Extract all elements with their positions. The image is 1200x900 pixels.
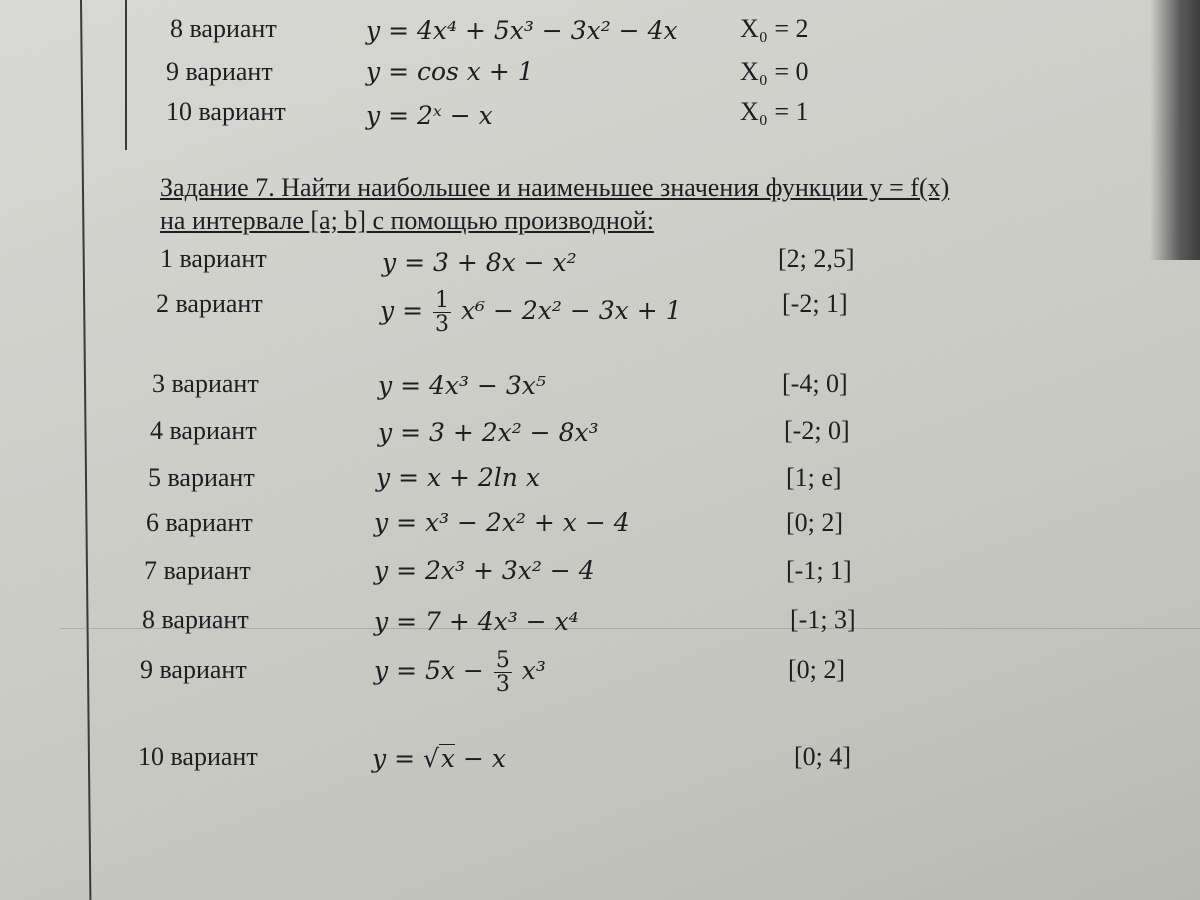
variant-label: 10 вариант (138, 742, 258, 771)
fraction-numerator: 1 (434, 288, 449, 313)
interval-value: [0; 2] (786, 508, 844, 537)
interval-value: [0; 2] (788, 655, 846, 684)
fraction-denominator: 3 (495, 672, 510, 698)
function-formula: y = cos x + 1 (366, 57, 534, 86)
function-formula: y = 4x⁴ + 5x³ − 3x² − 4x (366, 16, 678, 45)
function-formula (372, 744, 506, 773)
variant-label: 9 вариант (166, 57, 273, 86)
variant-label: 7 вариант (144, 556, 251, 585)
function-formula: y = 2ˣ − x (366, 101, 493, 130)
interval-value: [-4; 0] (782, 369, 848, 398)
variant-label: 10 вариант (166, 97, 286, 126)
interval-value: [-1; 3] (790, 605, 856, 634)
fraction (433, 289, 451, 336)
function-formula: y = x + 2ln x (376, 463, 540, 492)
formula-prefix: y = (380, 296, 424, 326)
variant-label: 4 вариант (150, 416, 257, 445)
fraction (494, 649, 512, 696)
x0-value: X₀ = 1 (740, 97, 809, 126)
sqrt-sign: √ (422, 744, 439, 773)
formula-suffix: x³ (521, 656, 546, 686)
fraction-numerator: 5 (495, 648, 510, 673)
function-formula (374, 649, 546, 696)
heading-line: на интервале [a; b] с помощью производной: (160, 205, 654, 235)
interval-value: [-2; 1] (782, 289, 848, 318)
sqrt-argument: x (440, 744, 456, 773)
formula-suffix: − x (462, 744, 506, 773)
function-formula (380, 289, 682, 336)
function-formula: y = 3 + 2x² − 8x³ (378, 418, 599, 447)
interval-value: [1; e] (786, 463, 842, 492)
variant-label: 8 вариант (170, 14, 277, 43)
formula-prefix: y = 5x − (374, 656, 484, 686)
variant-label: 8 вариант (142, 605, 249, 634)
variant-label: 1 вариант (160, 244, 267, 273)
function-formula: y = 3 + 8x − x² (382, 248, 577, 277)
formula-suffix: x⁶ − 2x² − 3x + 1 (460, 296, 682, 326)
function-formula: y = 2x³ + 3x² − 4 (374, 556, 595, 585)
variant-label: 3 вариант (152, 369, 259, 398)
function-formula: y = 4x³ − 3x⁵ (378, 371, 546, 400)
interval-value: [0; 4] (794, 742, 852, 771)
heading-line: Задание 7. Найти наибольшее и наименьшее значения функции y = f(x) (160, 173, 950, 202)
variant-label: 5 вариант (148, 463, 255, 492)
variant-label: 9 вариант (140, 655, 247, 684)
function-formula: y = 7 + 4x³ − x⁴ (374, 607, 579, 636)
interval-value: [-2; 0] (784, 416, 850, 445)
formula-prefix: y = (372, 744, 416, 773)
fraction-denominator: 3 (434, 312, 449, 338)
variant-label: 6 вариант (146, 508, 253, 537)
x0-value: X₀ = 2 (740, 14, 809, 43)
interval-value: [-1; 1] (786, 556, 852, 585)
task7-heading (160, 172, 949, 237)
variant-label: 2 вариант (156, 289, 263, 318)
interval-value: [2; 2,5] (778, 244, 855, 273)
x0-value: X₀ = 0 (740, 57, 809, 86)
function-formula: y = x³ − 2x² + x − 4 (374, 508, 630, 537)
